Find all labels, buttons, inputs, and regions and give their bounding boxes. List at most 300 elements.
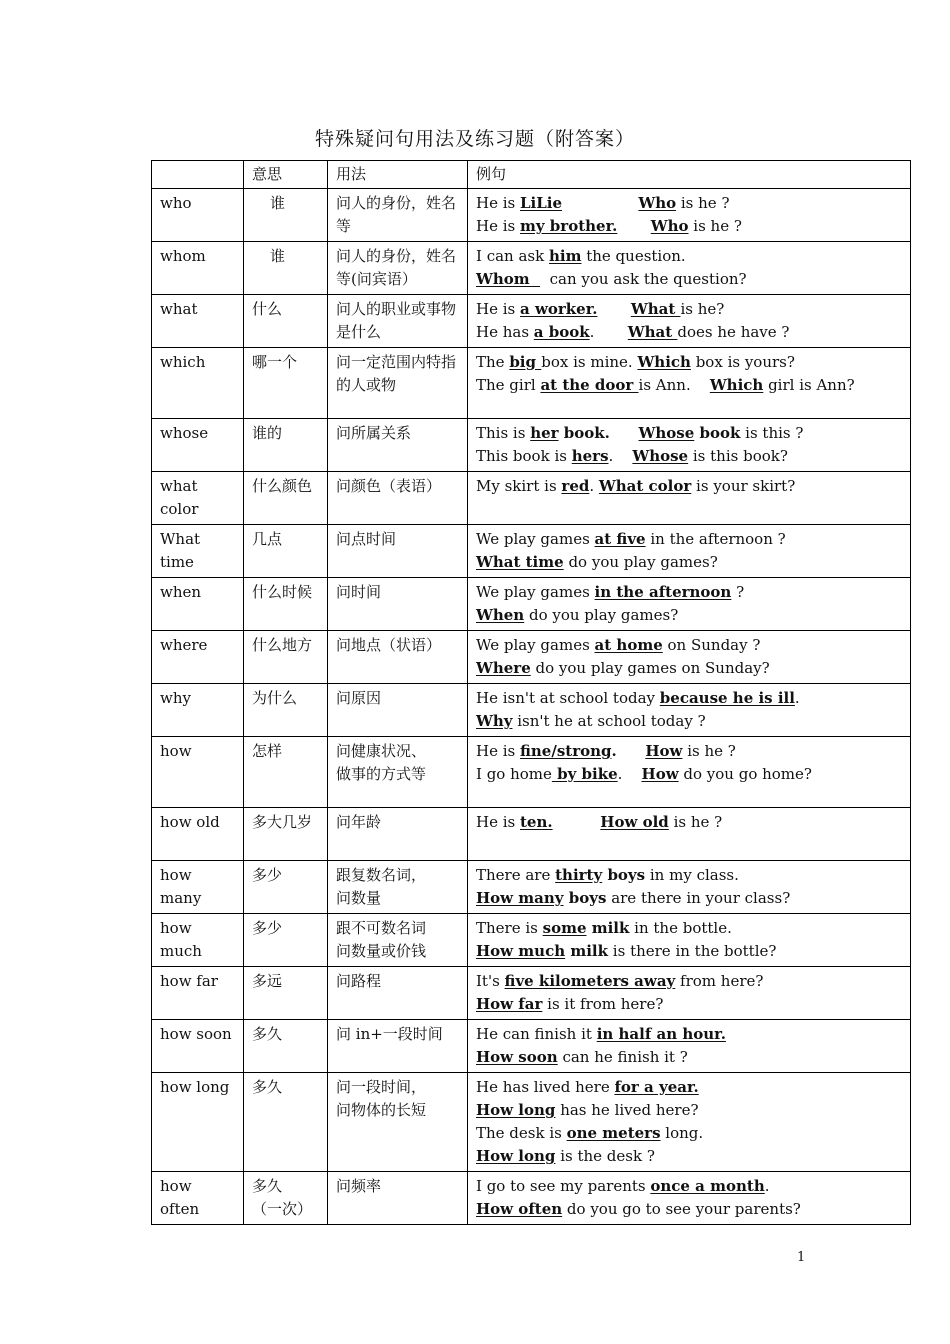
usage-line: 问数量或价钱 bbox=[336, 942, 427, 960]
examples-cell bbox=[468, 967, 911, 1020]
meaning-text: 多少 bbox=[252, 866, 283, 884]
answer-keyword: What color bbox=[598, 477, 692, 495]
example-sentence bbox=[476, 811, 902, 834]
sentence-text: He is bbox=[476, 742, 520, 760]
question-word-cell: what bbox=[152, 295, 244, 348]
meaning-text: 什么颜色 bbox=[252, 477, 313, 495]
meaning-text: 哪一个 bbox=[252, 353, 298, 371]
usage-line: 问原因 bbox=[336, 689, 382, 707]
usage-line: 是什么 bbox=[336, 323, 382, 341]
example-sentence bbox=[476, 245, 902, 268]
answer-keyword: him bbox=[548, 247, 582, 265]
answer-keyword: Which bbox=[637, 353, 691, 371]
meaning-cell bbox=[244, 578, 328, 631]
answer-keyword: in the afternoon bbox=[594, 583, 732, 601]
usage-cell bbox=[328, 737, 468, 808]
sentence-text: in the bottle. bbox=[629, 919, 732, 937]
answer-keyword: fine/strong bbox=[520, 742, 612, 760]
example-sentence bbox=[476, 215, 902, 238]
example-sentence bbox=[476, 864, 902, 887]
sentence-text: is the desk ? bbox=[555, 1147, 655, 1165]
example-sentence bbox=[476, 687, 902, 710]
answer-keyword: Who bbox=[650, 217, 689, 235]
question-word-cell: whom bbox=[152, 242, 244, 295]
question-word-cell: why bbox=[152, 684, 244, 737]
sentence-text: He is bbox=[476, 194, 520, 212]
example-sentence bbox=[476, 740, 902, 763]
usage-line: 问年龄 bbox=[336, 813, 382, 831]
usage-cell bbox=[328, 808, 468, 861]
answer-keyword: How often bbox=[476, 1200, 563, 1218]
meaning-text: 什么 bbox=[252, 300, 283, 318]
example-sentence bbox=[476, 374, 902, 397]
usage-line: 的人或物 bbox=[336, 376, 397, 394]
usage-line: 问所属关系 bbox=[336, 424, 412, 442]
usage-line: 等 bbox=[336, 217, 352, 235]
answer-keyword: What bbox=[630, 300, 681, 318]
examples-cell bbox=[468, 684, 911, 737]
examples-cell bbox=[468, 631, 911, 684]
usage-line: 跟不可数名词 bbox=[336, 919, 427, 937]
sentence-text bbox=[610, 424, 639, 442]
example-sentence bbox=[476, 970, 902, 993]
sentence-text: does he have ? bbox=[677, 323, 790, 341]
sentence-text: the question. bbox=[581, 247, 686, 265]
answer-keyword: Whose bbox=[632, 447, 689, 465]
usage-line: 问频率 bbox=[336, 1177, 382, 1195]
meaning-cell bbox=[244, 684, 328, 737]
table-body bbox=[152, 189, 911, 1225]
answer-keyword: ten. bbox=[520, 813, 553, 831]
answer-keyword: How long bbox=[476, 1147, 556, 1165]
meaning-text: 多少 bbox=[252, 919, 283, 937]
sentence-text: There are bbox=[476, 866, 556, 884]
table-row bbox=[152, 684, 911, 737]
example-sentence bbox=[476, 298, 902, 321]
sentence-text: do you play games? bbox=[563, 553, 718, 571]
meaning-cell bbox=[244, 631, 328, 684]
sentence-text bbox=[553, 813, 601, 831]
table-row bbox=[152, 419, 911, 472]
table-row bbox=[152, 631, 911, 684]
answer-keyword: Whom bbox=[476, 270, 541, 288]
answer-keyword: hers bbox=[571, 447, 609, 465]
answer-keyword: red bbox=[561, 477, 590, 495]
meaning-text: 怎样 bbox=[252, 742, 283, 760]
example-sentence bbox=[476, 1076, 902, 1099]
answer-keyword: How much bbox=[476, 942, 566, 960]
usage-line: 问地点（状语） bbox=[336, 636, 442, 654]
sentence-text: . bbox=[617, 765, 642, 783]
answer-keyword: How many bbox=[476, 889, 564, 907]
example-sentence bbox=[476, 192, 902, 215]
table-row bbox=[152, 1172, 911, 1225]
sentence-text: is he ? bbox=[676, 194, 730, 212]
usage-line: 跟复数名词， bbox=[336, 866, 427, 884]
usage-line: 等(问宾语） bbox=[336, 270, 417, 288]
sentence-text: He has lived here bbox=[476, 1078, 615, 1096]
example-sentence bbox=[476, 528, 902, 551]
table-row bbox=[152, 472, 911, 525]
answer-keyword: When bbox=[476, 606, 525, 624]
answer-keyword: Which bbox=[709, 376, 764, 394]
question-word-cell: how far bbox=[152, 967, 244, 1020]
answer-keyword: once a month bbox=[650, 1177, 765, 1195]
examples-cell bbox=[468, 861, 911, 914]
meaning-cell bbox=[244, 348, 328, 419]
answer-keyword: Where bbox=[476, 659, 531, 677]
answer-keyword: Who bbox=[638, 194, 677, 212]
table-row bbox=[152, 189, 911, 242]
example-sentence bbox=[476, 422, 902, 445]
sentence-text: box is yours? bbox=[690, 353, 795, 371]
meaning-text: 什么地方 bbox=[252, 636, 313, 654]
answer-keyword: Whose bbox=[638, 424, 695, 442]
answer-keyword: five kilometers away bbox=[504, 972, 676, 990]
sentence-text: is Ann. bbox=[638, 376, 710, 394]
usage-cell bbox=[328, 684, 468, 737]
question-word-cell: how much bbox=[152, 914, 244, 967]
answer-keyword: big bbox=[509, 353, 542, 371]
sentence-text: This is bbox=[476, 424, 531, 442]
sentence-text: is there in the bottle? bbox=[608, 942, 777, 960]
usage-cell bbox=[328, 914, 468, 967]
usage-line: 问时间 bbox=[336, 583, 382, 601]
example-sentence bbox=[476, 351, 902, 374]
usage-line: 问人的职业或事物 bbox=[336, 300, 457, 318]
example-sentence bbox=[476, 268, 902, 291]
meaning-cell bbox=[244, 861, 328, 914]
sentence-text: He can finish it bbox=[476, 1025, 597, 1043]
example-sentence bbox=[476, 887, 902, 910]
page-title: 特殊疑问句用法及练习题（附答案） bbox=[314, 128, 635, 150]
usage-cell bbox=[328, 861, 468, 914]
examples-cell bbox=[468, 189, 911, 242]
sentence-text: do you play games on Sunday? bbox=[530, 659, 770, 677]
example-sentence bbox=[476, 657, 902, 680]
meaning-cell bbox=[244, 1020, 328, 1073]
example-sentence bbox=[476, 1122, 902, 1145]
examples-cell bbox=[468, 348, 911, 419]
examples-cell bbox=[468, 578, 911, 631]
sentence-text: from here? bbox=[675, 972, 764, 990]
usage-line: 问颜色（表语） bbox=[336, 477, 442, 495]
usage-cell bbox=[328, 1073, 468, 1172]
meaning-text: 多久 bbox=[252, 1025, 283, 1043]
example-sentence bbox=[476, 604, 902, 627]
question-word-cell: who bbox=[152, 189, 244, 242]
sentence-text: do you go home? bbox=[678, 765, 812, 783]
question-word-cell: how old bbox=[152, 808, 244, 861]
sentence-text: on Sunday ? bbox=[662, 636, 761, 654]
sentence-text: can you ask the question? bbox=[540, 270, 747, 288]
answer-keyword: What bbox=[627, 323, 678, 341]
sentence-text: . bbox=[794, 689, 800, 707]
example-sentence bbox=[476, 940, 902, 963]
meaning-text: 多久 bbox=[252, 1078, 283, 1096]
usage-cell bbox=[328, 631, 468, 684]
table-row bbox=[152, 914, 911, 967]
answer-keyword: LiLie bbox=[520, 194, 563, 212]
sentence-text: He has bbox=[476, 323, 534, 341]
usage-line: 问人的身份，姓名 bbox=[336, 247, 457, 265]
sentence-text: long. bbox=[660, 1124, 704, 1142]
meaning-text: 谁的 bbox=[252, 424, 283, 442]
question-word-cell: What time bbox=[152, 525, 244, 578]
meaning-cell bbox=[244, 1172, 328, 1225]
table-row bbox=[152, 808, 911, 861]
meaning-cell bbox=[244, 295, 328, 348]
bold-noun: milk bbox=[586, 919, 630, 937]
usage-line: 问路程 bbox=[336, 972, 382, 990]
example-sentence bbox=[476, 710, 902, 733]
example-sentence bbox=[476, 321, 902, 344]
answer-keyword: by bike bbox=[551, 765, 618, 783]
answer-keyword: How far bbox=[476, 995, 543, 1013]
sentence-text: is he ? bbox=[668, 813, 723, 831]
usage-line: 做事的方式等 bbox=[336, 765, 427, 783]
example-sentence bbox=[476, 1175, 902, 1198]
meaning-text: 谁 bbox=[270, 247, 286, 265]
table-row bbox=[152, 242, 911, 295]
question-word-cell: how often bbox=[152, 1172, 244, 1225]
usage-cell bbox=[328, 242, 468, 295]
table-row bbox=[152, 737, 911, 808]
sentence-text: is your skirt? bbox=[691, 477, 796, 495]
header-examples: 例句 bbox=[468, 161, 911, 189]
sentence-text: The girl bbox=[476, 376, 541, 394]
usage-cell bbox=[328, 472, 468, 525]
table-row bbox=[152, 348, 911, 419]
question-word-cell: which bbox=[152, 348, 244, 419]
sentence-text: is this ? bbox=[740, 424, 804, 442]
bold-noun: book. bbox=[558, 424, 610, 442]
sentence-text: He is bbox=[476, 217, 520, 235]
examples-cell bbox=[468, 914, 911, 967]
answer-keyword: How long bbox=[476, 1101, 556, 1119]
usage-cell bbox=[328, 419, 468, 472]
sentence-text: It's bbox=[476, 972, 505, 990]
meaning-cell bbox=[244, 737, 328, 808]
answer-keyword: a book bbox=[533, 323, 590, 341]
usage-line: 问健康状况、 bbox=[336, 742, 427, 760]
sentence-text: I can ask bbox=[476, 247, 549, 265]
answer-keyword: my brother. bbox=[520, 217, 618, 235]
example-sentence bbox=[476, 834, 902, 857]
table-header-row bbox=[152, 161, 911, 189]
sentence-text: . bbox=[608, 447, 633, 465]
meaning-cell bbox=[244, 242, 328, 295]
usage-line: 问数量 bbox=[336, 889, 382, 907]
answer-keyword: Why bbox=[476, 712, 513, 730]
meaning-text-secondary: （一次） bbox=[252, 1200, 313, 1218]
usage-cell bbox=[328, 967, 468, 1020]
sentence-text: in the afternoon ? bbox=[645, 530, 786, 548]
usage-cell bbox=[328, 295, 468, 348]
example-sentence bbox=[476, 993, 902, 1016]
example-sentence bbox=[476, 445, 902, 468]
usage-line: 问一段时间， bbox=[336, 1078, 427, 1096]
header-word bbox=[152, 161, 244, 189]
answer-keyword: a worker. bbox=[520, 300, 598, 318]
sentence-text: . bbox=[764, 1177, 770, 1195]
answer-keyword: How bbox=[641, 765, 679, 783]
meaning-text: 为什么 bbox=[252, 689, 298, 707]
sentence-text bbox=[617, 742, 646, 760]
sentence-text: in my class. bbox=[645, 866, 739, 884]
question-words-table bbox=[151, 160, 911, 1225]
sentence-text: . bbox=[589, 323, 628, 341]
table-row bbox=[152, 861, 911, 914]
examples-cell bbox=[468, 472, 911, 525]
sentence-text: This book is bbox=[476, 447, 572, 465]
sentence-text: I go to see my parents bbox=[476, 1177, 651, 1195]
header-meaning: 意思 bbox=[244, 161, 328, 189]
sentence-text: He isn't at school today bbox=[476, 689, 660, 707]
examples-cell bbox=[468, 242, 911, 295]
bold-noun: . bbox=[611, 742, 617, 760]
table-row bbox=[152, 578, 911, 631]
usage-line: 问 in+一段时间 bbox=[336, 1025, 443, 1043]
answer-keyword: How soon bbox=[476, 1048, 558, 1066]
meaning-cell bbox=[244, 914, 328, 967]
usage-cell bbox=[328, 348, 468, 419]
sentence-text: has he lived here? bbox=[555, 1101, 699, 1119]
usage-cell bbox=[328, 189, 468, 242]
sentence-text: We play games bbox=[476, 636, 595, 654]
example-sentence bbox=[476, 581, 902, 604]
sentence-text: I go home bbox=[476, 765, 552, 783]
sentence-text: . bbox=[589, 477, 599, 495]
table-row bbox=[152, 967, 911, 1020]
sentence-text: is it from here? bbox=[542, 995, 664, 1013]
sentence-text bbox=[617, 217, 650, 235]
example-sentence bbox=[476, 763, 902, 786]
sentence-text: is he ? bbox=[688, 217, 742, 235]
meaning-cell bbox=[244, 472, 328, 525]
usage-line: 问点时间 bbox=[336, 530, 397, 548]
sentence-text: ? bbox=[731, 583, 745, 601]
bold-noun: milk bbox=[565, 942, 609, 960]
question-word-cell: whose bbox=[152, 419, 244, 472]
question-word-cell: where bbox=[152, 631, 244, 684]
table-row bbox=[152, 295, 911, 348]
examples-cell bbox=[468, 737, 911, 808]
answer-keyword: some bbox=[542, 919, 587, 937]
sentence-text: is he? bbox=[680, 300, 725, 318]
meaning-text: 谁 bbox=[270, 194, 286, 212]
meaning-cell bbox=[244, 808, 328, 861]
examples-cell bbox=[468, 295, 911, 348]
sentence-text: are there in your class? bbox=[606, 889, 791, 907]
bold-noun: book bbox=[694, 424, 741, 442]
usage-cell bbox=[328, 525, 468, 578]
table-row bbox=[152, 525, 911, 578]
meaning-cell bbox=[244, 189, 328, 242]
question-word-cell: what color bbox=[152, 472, 244, 525]
examples-cell bbox=[468, 525, 911, 578]
answer-keyword: at the door bbox=[540, 376, 639, 394]
answer-keyword: What time bbox=[476, 553, 564, 571]
answer-keyword: at home bbox=[594, 636, 663, 654]
usage-line: 问一定范围内特指 bbox=[336, 353, 457, 371]
example-sentence bbox=[476, 1023, 902, 1046]
sentence-text bbox=[562, 194, 638, 212]
meaning-text: 什么时候 bbox=[252, 583, 313, 601]
answer-keyword: at five bbox=[594, 530, 646, 548]
header-usage: 用法 bbox=[328, 161, 468, 189]
sentence-text: do you go to see your parents? bbox=[562, 1200, 801, 1218]
sentence-text: There is bbox=[476, 919, 543, 937]
examples-cell bbox=[468, 1073, 911, 1172]
example-sentence bbox=[476, 917, 902, 940]
question-word-cell: how long bbox=[152, 1073, 244, 1172]
sentence-text: do you play games? bbox=[524, 606, 679, 624]
meaning-cell bbox=[244, 1073, 328, 1172]
meaning-text: 多远 bbox=[252, 972, 283, 990]
answer-keyword: her bbox=[530, 424, 559, 442]
table-row bbox=[152, 1020, 911, 1073]
example-sentence bbox=[476, 634, 902, 657]
sentence-text: He is bbox=[476, 813, 520, 831]
example-sentence bbox=[476, 1145, 902, 1168]
sentence-text: box is mine. bbox=[541, 353, 638, 371]
examples-cell bbox=[468, 419, 911, 472]
sentence-text: We play games bbox=[476, 530, 595, 548]
example-sentence bbox=[476, 1198, 902, 1221]
meaning-cell bbox=[244, 967, 328, 1020]
answer-keyword: one meters bbox=[566, 1124, 661, 1142]
usage-cell bbox=[328, 1172, 468, 1225]
answer-keyword: How old bbox=[600, 813, 669, 831]
question-word-cell: when bbox=[152, 578, 244, 631]
question-word-cell: how many bbox=[152, 861, 244, 914]
bold-noun: boys bbox=[602, 866, 646, 884]
sentence-text: The bbox=[476, 353, 510, 371]
sentence-text: The desk is bbox=[476, 1124, 567, 1142]
sentence-text bbox=[597, 300, 630, 318]
answer-keyword: in half an hour. bbox=[596, 1025, 726, 1043]
sentence-text bbox=[476, 500, 481, 518]
sentence-text: isn't he at school today ? bbox=[512, 712, 706, 730]
usage-cell bbox=[328, 578, 468, 631]
meaning-text: 多大几岁 bbox=[252, 813, 313, 831]
example-sentence bbox=[476, 475, 902, 498]
sentence-text: He is bbox=[476, 300, 520, 318]
answer-keyword: for a year. bbox=[614, 1078, 699, 1096]
question-word-cell: how bbox=[152, 737, 244, 808]
sentence-text bbox=[476, 836, 481, 854]
example-sentence bbox=[476, 1099, 902, 1122]
bold-noun: boys bbox=[563, 889, 607, 907]
meaning-cell bbox=[244, 525, 328, 578]
examples-cell bbox=[468, 1172, 911, 1225]
examples-cell bbox=[468, 1020, 911, 1073]
sentence-text: can he finish it ? bbox=[557, 1048, 688, 1066]
usage-line: 问物体的长短 bbox=[336, 1101, 427, 1119]
sentence-text: is this book? bbox=[688, 447, 788, 465]
example-sentence bbox=[476, 551, 902, 574]
meaning-text: 多久 bbox=[252, 1177, 283, 1195]
table-row bbox=[152, 1073, 911, 1172]
example-sentence bbox=[476, 1046, 902, 1069]
answer-keyword: because he is ill bbox=[659, 689, 795, 707]
example-sentence bbox=[476, 498, 902, 521]
usage-cell bbox=[328, 1020, 468, 1073]
sentence-text: girl is Ann? bbox=[763, 376, 855, 394]
page-number: 1 bbox=[797, 1250, 806, 1265]
sentence-text: We play games bbox=[476, 583, 595, 601]
